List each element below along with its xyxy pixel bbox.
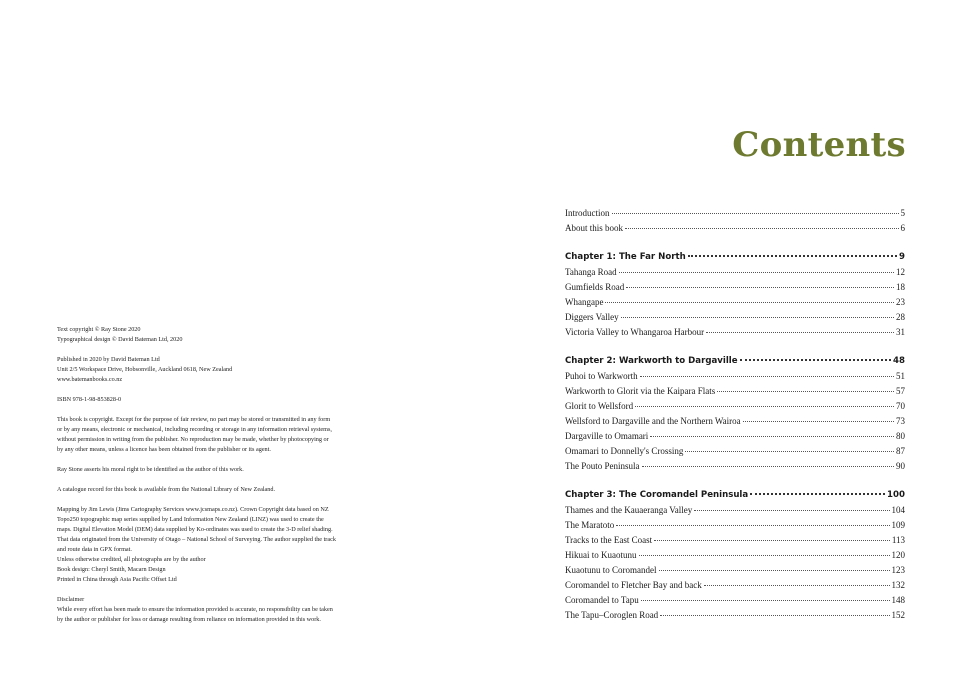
toc-entry[interactable] (565, 595, 905, 610)
toc-page: 57 (896, 386, 905, 396)
toc-page: 73 (896, 416, 905, 426)
imprint-line: That data originated from the University of Otago – National School of Surveying. The author supplied the track (57, 536, 336, 543)
chapter-title: Chapter 1: The Far North (565, 252, 686, 262)
toc-entry[interactable] (565, 312, 905, 327)
toc-entry[interactable] (565, 461, 905, 476)
toc-page: 148 (891, 595, 905, 605)
chapter-title: Chapter 3: The Coromandel Peninsula (565, 490, 749, 500)
toc-page: 123 (891, 565, 905, 575)
toc-chapter-heading[interactable] (565, 490, 905, 505)
toc-entry[interactable] (565, 267, 905, 282)
toc-page: 87 (896, 446, 905, 456)
toc-entry[interactable] (565, 416, 905, 431)
toc-page: 104 (891, 505, 905, 515)
toc-entry[interactable] (565, 520, 905, 535)
toc-label: Wellsford to Dargaville and the Northern Wairoa (565, 416, 741, 426)
toc-entry[interactable] (565, 610, 905, 625)
toc-label: About this book (565, 223, 624, 233)
toc-page: 23 (896, 297, 905, 307)
imprint-line: by any other means, unless a licence has been obtained from the publisher or its agent. (57, 446, 271, 453)
imprint-line: Text copyright © Ray Stone 2020 (57, 326, 141, 333)
toc-entry[interactable] (565, 223, 905, 238)
toc-page: 5 (900, 208, 905, 218)
imprint-line: Unit 2/5 Workspace Drive, Hobsonville, Auckland 0618, New Zealand (57, 366, 233, 373)
toc-entry[interactable] (565, 282, 905, 297)
toc-page: 120 (891, 550, 905, 560)
imprint-line: Typographical design © David Bateman Ltd, 2020 (57, 336, 183, 343)
toc-entry[interactable] (565, 580, 905, 595)
toc-entry[interactable] (565, 297, 905, 312)
chapter-page: 9 (899, 252, 905, 262)
toc-label: Tracks to the East Coast (565, 535, 653, 545)
toc-page: 31 (896, 327, 905, 337)
toc-entry[interactable] (565, 550, 905, 565)
toc-page: 51 (896, 371, 905, 381)
imprint-line: A catalogue record for this book is available from the National Library of New Zealand. (57, 486, 276, 493)
imprint-line: Ray Stone asserts his moral right to be identified as the author of this work. (57, 466, 244, 473)
toc-page: 113 (891, 535, 905, 545)
toc-label: The Pouto Peninsula (565, 461, 640, 471)
toc-label: Victoria Valley to Whangaroa Harbour (565, 327, 705, 337)
toc-label: The Maratoto (565, 520, 615, 530)
imprint-line: by the author or publisher for loss or damage resulting from reliance on information provided in this work. (57, 616, 321, 623)
toc-label: Omamari to Donnelly's Crossing (565, 446, 684, 456)
chapter-page: 48 (893, 356, 905, 366)
toc-page: 28 (896, 312, 905, 322)
toc-entry[interactable] (565, 401, 905, 416)
toc-entry[interactable] (565, 386, 905, 401)
toc-entry[interactable] (565, 208, 905, 223)
toc-label: Glorit to Wellsford (565, 401, 634, 411)
toc-entry[interactable] (565, 371, 905, 386)
imprint-line: or by any means, electronic or mechanical, including recording or storage in any information retrieval systems, (57, 426, 332, 433)
imprint-line: Topo250 topographic map series supplied by Land Information New Zealand (LINZ) was used to create the (57, 516, 324, 523)
toc-entry[interactable] (565, 431, 905, 446)
toc-label: Dargaville to Omamari (565, 431, 649, 441)
imprint-line: www.batemanbooks.co.nz (57, 376, 123, 383)
chapter-page: 100 (887, 490, 905, 500)
page-title: Contents (732, 125, 906, 165)
toc-page: 6 (900, 223, 905, 233)
toc-label: Puhoi to Warkworth (565, 371, 638, 381)
toc-label: Coromandel to Fletcher Bay and back (565, 580, 702, 590)
isbn: ISBN 978-1-98-853828-0 (57, 396, 122, 403)
toc-label: Introduction (565, 208, 610, 218)
toc-page: 90 (896, 461, 905, 471)
toc-chapter-heading[interactable] (565, 356, 905, 371)
toc-label: Thames and the Kauaeranga Valley (565, 505, 693, 515)
toc-entry[interactable] (565, 327, 905, 342)
toc-entry[interactable] (565, 446, 905, 461)
disclaimer-heading: Disclaimer (57, 596, 85, 603)
toc-label: Tahanga Road (565, 267, 617, 277)
imprint-line: without permission in writing from the publisher. No reproduction may be made, whether by photocopying or (57, 436, 329, 443)
imprint-line: Book design: Cheryl Smith, Macarn Design (57, 566, 166, 573)
imprint-line: This book is copyright. Except for the purpose of fair review, no part may be stored or transmitted in any form (57, 416, 331, 423)
toc-label: Coromandel to Tapu (565, 595, 639, 605)
toc-label: Warkworth to Glorit via the Kaipara Flats (565, 386, 716, 396)
toc-entry[interactable] (565, 565, 905, 580)
imprint-line: Mapping by Jim Lewis (Jims Cartography Services www.jcsmaps.co.nz). Crown Copyright data based on NZ (57, 506, 329, 513)
imprint-line: and route data in GPX format. (57, 546, 132, 553)
toc-label: Hikuai to Kuaotunu (565, 550, 637, 560)
toc-page: 109 (891, 520, 905, 530)
toc-page: 12 (896, 267, 905, 277)
toc-entry[interactable] (565, 505, 905, 520)
toc-label: Whangape (565, 297, 604, 307)
toc-page: 70 (896, 401, 905, 411)
imprint-line: While every effort has been made to ensure the information provided is accurate, no responsibility can be taken (57, 606, 333, 613)
imprint-line: Unless otherwise credited, all photographs are by the author (57, 556, 206, 563)
chapter-title: Chapter 2: Warkworth to Dargaville (565, 356, 738, 366)
toc-page: 132 (891, 580, 905, 590)
toc-label: Gumfields Road (565, 282, 625, 292)
toc-page: 80 (896, 431, 905, 441)
imprint-line: maps. Digital Elevation Model (DEM) data supplied by Ko-ordinates was used to create the 3-D relief shading. (57, 526, 333, 533)
toc-label: Kuaotunu to Coromandel (565, 565, 657, 575)
table-of-contents (565, 208, 905, 625)
toc-label: Diggers Valley (565, 312, 619, 322)
imprint-line: Published in 2020 by David Bateman Ltd (57, 356, 160, 363)
toc-label: The Tapu–Coroglen Road (565, 610, 659, 620)
toc-entry[interactable] (565, 535, 905, 550)
imprint-page (57, 325, 417, 625)
toc-page: 18 (896, 282, 905, 292)
toc-page: 152 (891, 610, 905, 620)
toc-chapter-heading[interactable] (565, 252, 905, 267)
imprint-line: Printed in China through Asia Pacific Offset Ltd (57, 576, 177, 583)
